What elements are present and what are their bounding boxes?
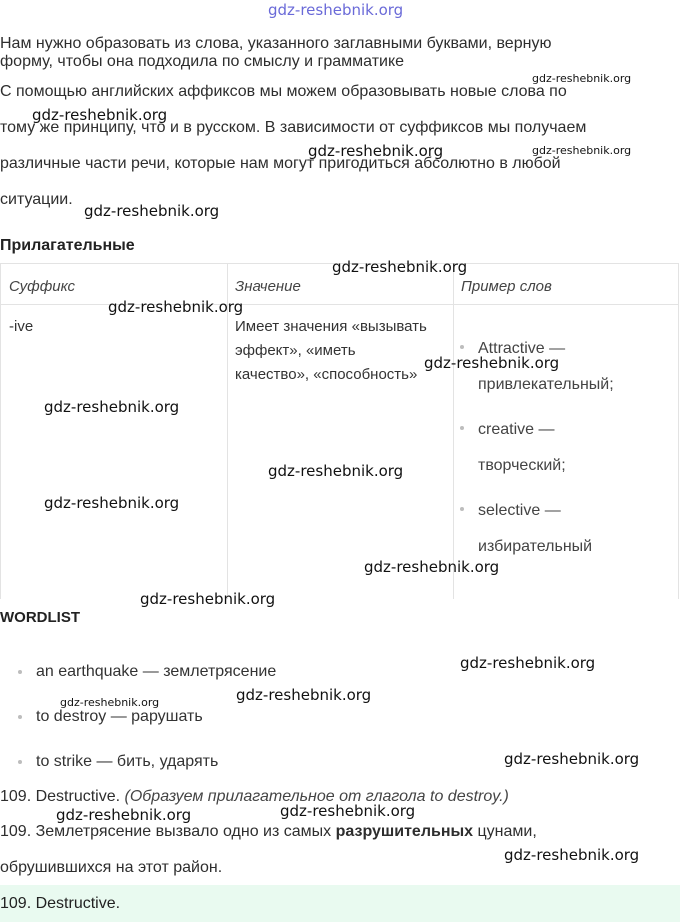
- bullet-icon: [460, 507, 464, 511]
- watermark: gdz-reshebnik.org: [308, 142, 444, 160]
- intro-line-5: различные части речи, которые нам могут пригодиться абсолютно в любой: [0, 155, 561, 172]
- watermark: gdz-reshebnik.org: [44, 398, 180, 416]
- watermark: gdz-reshebnik.org: [532, 72, 632, 85]
- example-item: selective —: [478, 503, 561, 519]
- watermark: gdz-reshebnik.org: [60, 696, 160, 709]
- table-header-divider: [1, 304, 678, 305]
- wordlist-heading: WORDLIST: [0, 609, 80, 626]
- watermark: gdz-reshebnik.org: [532, 144, 632, 157]
- bullet-icon: [18, 670, 22, 674]
- table-header-suffix: Суффикс: [9, 278, 75, 295]
- meaning-line: Имеет значения «вызывать: [235, 318, 427, 335]
- bullet-icon: [460, 345, 464, 349]
- table-cell-meaning: [235, 315, 427, 387]
- bullet-icon: [18, 715, 22, 719]
- watermark: gdz-reshebnik.org: [108, 298, 244, 316]
- intro-line-1: Нам нужно образовать из слова, указанного заглавными буквами, верную: [0, 35, 552, 52]
- answer-text: 109. Destructive.: [0, 895, 121, 912]
- wordlist-item: to strike — бить, ударять: [36, 754, 218, 770]
- intro-line-3: С помощью английских аффиксов мы можем образовывать новые слова по: [0, 83, 567, 100]
- watermark: gdz-reshebnik.org: [140, 590, 276, 608]
- task-line-3: обрушившихся на этот район.: [0, 859, 223, 876]
- watermark: gdz-reshebnik.org: [332, 258, 468, 276]
- example-item: creative —: [478, 422, 554, 438]
- table-header-examples: Пример слов: [461, 278, 552, 295]
- meaning-line: качество», «способность»: [235, 366, 418, 383]
- watermark: gdz-reshebnik.org: [44, 494, 180, 512]
- table-divider: [453, 264, 454, 599]
- table-cell-suffix: -ive: [9, 318, 34, 335]
- intro-line-4: тому же принципу, что и в русском. В зависимости от суффиксов мы получаем: [0, 119, 587, 136]
- task-hint: (Образуем прилагательное от глагола to destroy.): [124, 788, 509, 805]
- watermark: gdz-reshebnik.org: [236, 686, 372, 704]
- meaning-line: эффект», «иметь: [235, 342, 356, 359]
- answer-block: [0, 885, 680, 922]
- watermark: gdz-reshebnik.org: [32, 106, 168, 124]
- intro-line-2-clipped: форму, чтобы она подходила по смыслу и грамматике: [0, 53, 405, 70]
- wordlist-item: to destroy — рарушать: [36, 709, 203, 725]
- watermark: gdz-reshebnik.org: [84, 202, 220, 220]
- example-item: Attractive —: [478, 341, 565, 357]
- example-translation: привлекательный;: [478, 376, 614, 393]
- adjectives-heading: Прилагательные: [0, 237, 135, 254]
- example-translation: творческий;: [478, 457, 566, 474]
- watermark: gdz-reshebnik.org: [268, 1, 404, 19]
- watermark: gdz-reshebnik.org: [460, 654, 596, 672]
- watermark: gdz-reshebnik.org: [364, 558, 500, 576]
- watermark: gdz-reshebnik.org: [280, 802, 416, 820]
- intro-line-6: ситуации.: [0, 191, 73, 208]
- watermark: gdz-reshebnik.org: [56, 806, 192, 824]
- bullet-icon: [18, 760, 22, 764]
- table-header-meaning: Значение: [235, 278, 301, 295]
- watermark: gdz-reshebnik.org: [504, 846, 640, 864]
- bullet-icon: [460, 426, 464, 430]
- task-line-2: 109. Землетрясение вызвало одно из самых разрушительных цунами,: [0, 823, 537, 840]
- watermark: gdz-reshebnik.org: [424, 354, 560, 372]
- watermark: gdz-reshebnik.org: [504, 750, 640, 768]
- highlighted-word: разрушительных: [335, 823, 474, 840]
- task-line-1: 109. Destructive. (Образуем прилагательное от глагола to destroy.): [0, 788, 509, 805]
- wordlist-item: an earthquake — землетрясение: [36, 664, 276, 680]
- example-translation: избирательный: [478, 538, 593, 555]
- watermark: gdz-reshebnik.org: [268, 462, 404, 480]
